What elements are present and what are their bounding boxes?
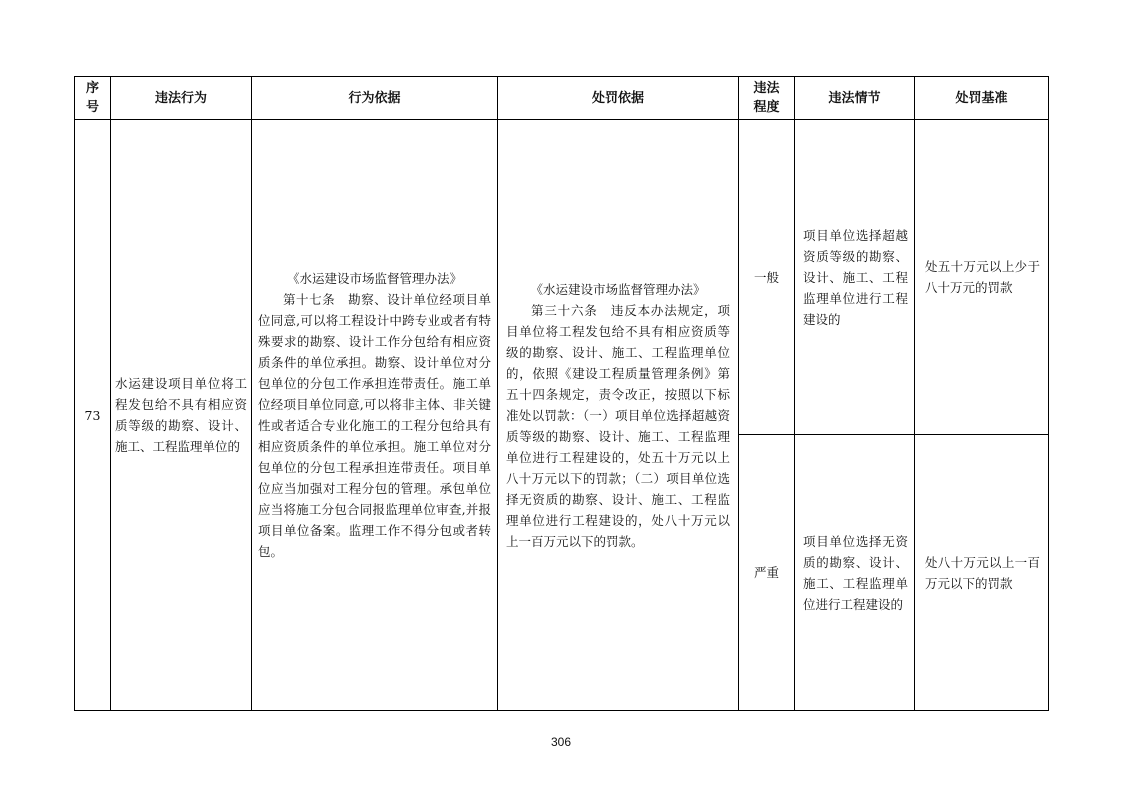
header-behavior: 违法行为 [111, 77, 252, 120]
circumstance-serious: 项目单位选择无资质的勘察、设计、施工、工程监理单位进行工程建设的 [795, 435, 915, 711]
circumstance-general: 项目单位选择超越资质等级的勘察、设计、施工、工程监理单位进行工程建设的 [795, 120, 915, 435]
table-row [75, 120, 1049, 435]
header-basis: 行为依据 [252, 77, 498, 120]
penalty-law-title: 《水运建设市场监督管理办法》 [530, 281, 706, 297]
standard-serious: 处八十万元以上一百万元以下的罚款 [915, 435, 1049, 711]
degree-general: 一般 [739, 120, 795, 435]
header-degree: 违法程度 [739, 77, 795, 120]
basis-law-title: 《水运建设市场监督管理办法》 [286, 271, 462, 286]
behavior-basis [252, 120, 498, 711]
penalty-basis [498, 120, 739, 711]
standard-general: 处五十万元以上少于八十万元的罚款 [915, 120, 1049, 435]
page-number: 306 [550, 735, 572, 749]
table-header-row [75, 77, 1049, 120]
header-penalty-basis: 处罚依据 [498, 77, 739, 120]
penalty-standard-table [74, 76, 1049, 711]
header-num: 序号 [75, 77, 111, 120]
row-number: 73 [75, 120, 111, 711]
violation-behavior: 水运建设项目单位将工程发包给不具有相应资质等级的勘察、设计、施工、工程监理单位的 [111, 120, 252, 711]
header-standard: 处罚基准 [915, 77, 1049, 120]
basis-article-text: 第十七条 勘察、设计单位经项目单位同意,可以将工程设计中跨专业或者有特殊要求的勘察、设计工作分包给有相应资质条件的单位承担。勘察、设计单位对分包单位的分包工作承担连带责任。施工单位经项目单位同意,可以将非主体、非关键性或者适合专业化施工的工程分包给具有相应资质条件的单位承担。施工单位对分包单位的分包工程承担连带责任。项目单位应当加强对工程分包的管理。承包单位应当将施工分包合同报监理单位审查,并报项目单位备案。监理工作不得分包或者转包。 [258, 292, 491, 559]
header-circumstance: 违法情节 [795, 77, 915, 120]
penalty-article-text: 第三十六条 违反本办法规定，项目单位将工程发包给不具有相应资质等级的勘察、设计、施工、工程监理单位的，依照《建设工程质量管理条例》第五十四条规定，责令改正，按照以下标准处以罚款：（一）项目单位选择超越资质等级的勘察、设计、施工、工程监理单位进行工程建设的，处五十万元以上八十万元以下的罚款；（二）项目单位选择无资质的勘察、设计、施工、工程监理单位进行工程建设的，处八十万元以上一百万元以下的罚款。 [506, 302, 730, 549]
degree-serious: 严重 [739, 435, 795, 711]
